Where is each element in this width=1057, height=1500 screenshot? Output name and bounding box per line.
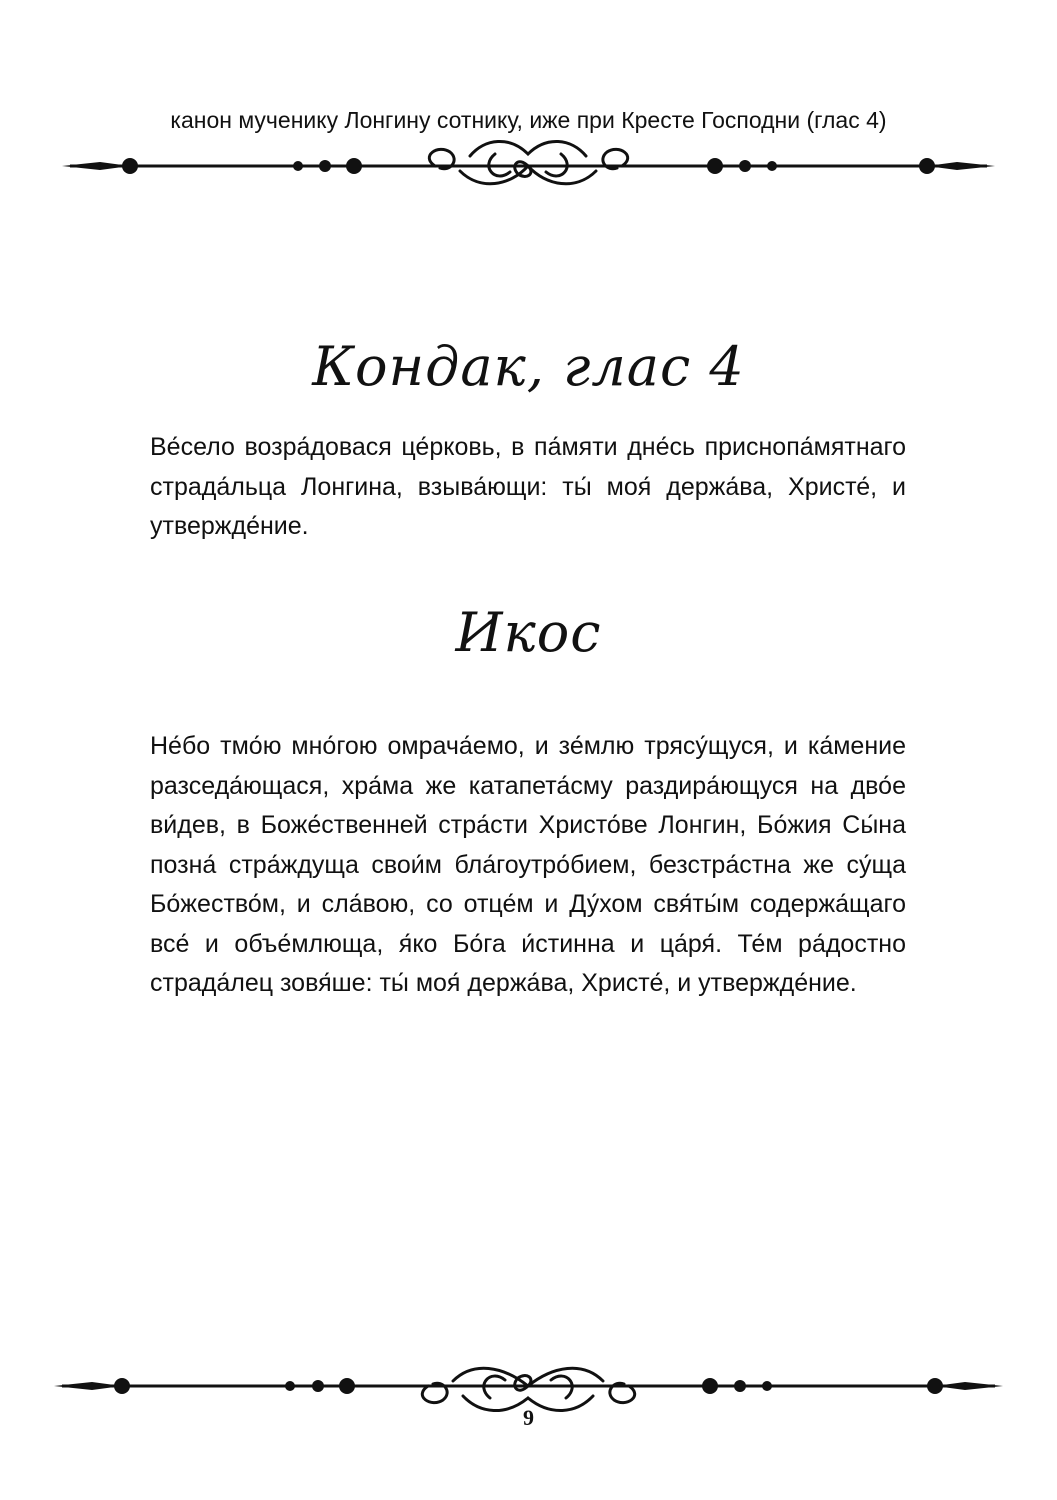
kondak-text: Ве́село возра́довася це́рковь, в па́мяти дне́сь приснопа́мятнаго страда́льца Лонгина, взыва́ющи: ты́ моя́ держа́ва, Христе́, и утвержде́ние. <box>150 433 906 540</box>
ikos-text: Не́бо тмо́ю мно́гою омрача́емо, и зе́млю трясу́щуся, и ка́мение разседа́ющася, хра́ма же катапета́сму раздира́ющуся на дво́е ви́дев, в Боже́ственней стра́сти Христо́ве Лонгин, Бо́жия Сы́на позна́ стра́ждуща свои́м бла́гоутро́бием, безстра́стна же су́ща Бо́жество́м, и сла́вою, со отце́м и Ду́хом свя́ты́м содержа́щаго все́ и объе́млюща, я́ко Бо́га и́стинна и ца́ря́. Те́м ра́достно страда́лец зовя́ше: ты́ моя́ держа́ва, Христе́, и утвержде́ние. <box>150 732 906 997</box>
ikos-title: Икос <box>455 601 602 664</box>
page-number: 9 <box>523 1405 534 1430</box>
running-header: канон мученику Лонгину сотнику, иже при Кресте Господни (глас 4) <box>170 107 887 133</box>
top-flourish-divider-icon <box>40 126 1017 206</box>
kondak-title: Кондак, глас 4 <box>312 335 745 398</box>
